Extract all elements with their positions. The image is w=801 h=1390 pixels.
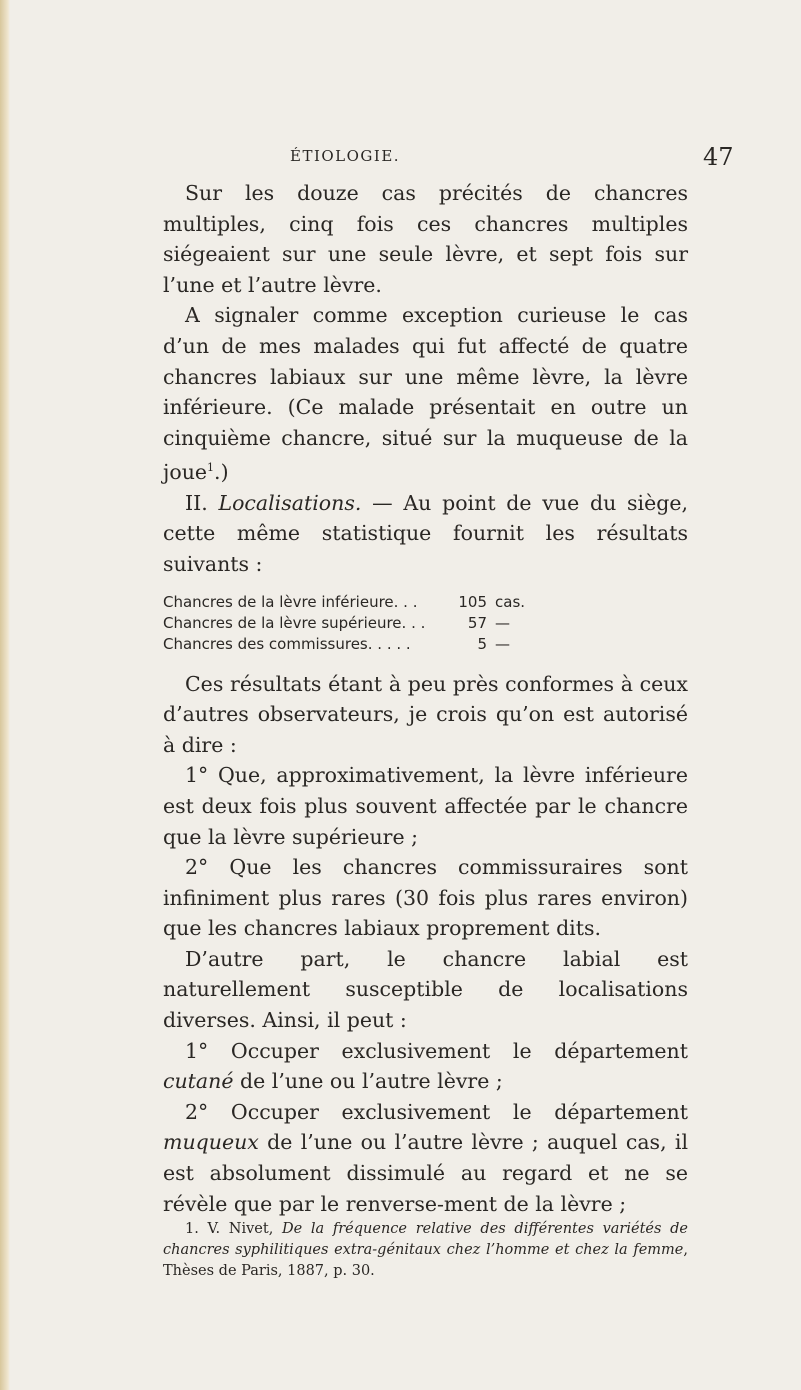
page-number: 47 xyxy=(703,143,734,171)
footnote-ref: 1 xyxy=(207,461,215,475)
paragraph-3 xyxy=(163,488,688,580)
stats-label: Chancres des commissures. . . . . xyxy=(163,634,411,653)
footnote-author: 1. V. Nivet, xyxy=(185,1221,282,1238)
paragraph-2-text: A signaler comme exception curieuse le cas d’un de mes malades qui fut affecté de quatre chancres labiaux sur une même lèvre, la lèvre inférieure. (Ce malade présentait en outre un cinquième chancre, situé sur la muqueuse de la joue xyxy=(163,303,688,485)
footnote xyxy=(163,1219,688,1282)
stats-value: 105 xyxy=(458,592,487,611)
stats-value: 5 xyxy=(477,634,487,653)
paragraph-9 xyxy=(163,1097,688,1219)
section-title: Localisations. xyxy=(218,490,362,515)
paragraph-1: Sur les douze cas précités de chancres multiples, cinq fois ces chancres multiples siégeaient sur une seule lèvre, et sept fois sur l’une et l’autre lèvre. xyxy=(163,181,688,297)
stats-table xyxy=(163,592,688,655)
body-text xyxy=(163,178,688,1282)
stats-value: 57 xyxy=(467,613,487,632)
paragraph-9-text: 2° Occuper exclusivement le département xyxy=(185,1099,688,1124)
paragraph-7: D’autre part, le chancre labial est naturellement susceptible de localisations diverses. Ainsi, il peut : xyxy=(163,946,688,1033)
paragraph-2-end: .) xyxy=(214,460,229,485)
footnote-title: De la fréquence relative des différentes variétés de chancres syphilitiques extra-génitaux chez l’homme et chez la femme xyxy=(163,1221,688,1259)
stats-label: Chancres de la lèvre inférieure. . . xyxy=(163,592,418,611)
section-number: II. xyxy=(185,490,208,515)
stats-unit: — xyxy=(495,634,510,653)
page-edge xyxy=(0,0,10,1390)
paragraph-6: 2° Que les chancres commissuraires sont infiniment plus rares (30 fois plus rares environ) que les chancres labiaux proprement dits. xyxy=(163,855,688,941)
paragraph-9-emphasis: muqueux xyxy=(163,1130,259,1155)
stats-unit: cas. xyxy=(495,592,526,611)
running-head: ÉTIOLOGIE. xyxy=(290,147,401,165)
stats-unit: — xyxy=(495,613,510,632)
stats-row xyxy=(163,592,688,613)
paragraph-8-emphasis: cutané xyxy=(163,1069,234,1094)
stats-row xyxy=(163,634,688,655)
paragraph-4: Ces résultats étant à peu près conformes à ceux d’autres observateurs, je crois qu’on est autorisé à dire : xyxy=(163,671,688,757)
paragraph-8 xyxy=(163,1036,688,1097)
page-header xyxy=(0,143,801,173)
stats-row xyxy=(163,613,688,634)
footnote-citation: , Thèses de Paris, 1887, p. 30. xyxy=(163,1242,688,1280)
paragraph-8-text: 1° Occuper exclusivement le département xyxy=(185,1038,688,1063)
paragraph-9-end: de l’une ou l’autre lèvre ; auquel cas, il est absolument dissimulé au regard et ne se révèle que par le renverse-ment de la lèvre ; xyxy=(163,1130,688,1216)
stats-label: Chancres de la lèvre supérieure. . . xyxy=(163,613,426,632)
section-text: — Au point de vue du siège, cette même statistique fournit les résultats suivants : xyxy=(163,490,688,576)
paragraph-8-end: de l’une ou l’autre lèvre ; xyxy=(233,1069,503,1094)
paragraph-5: 1° Que, approximativement, la lèvre inférieure est deux fois plus souvent affectée par le chancre que la lèvre supérieure ; xyxy=(163,763,688,849)
paragraph-2 xyxy=(163,300,688,487)
